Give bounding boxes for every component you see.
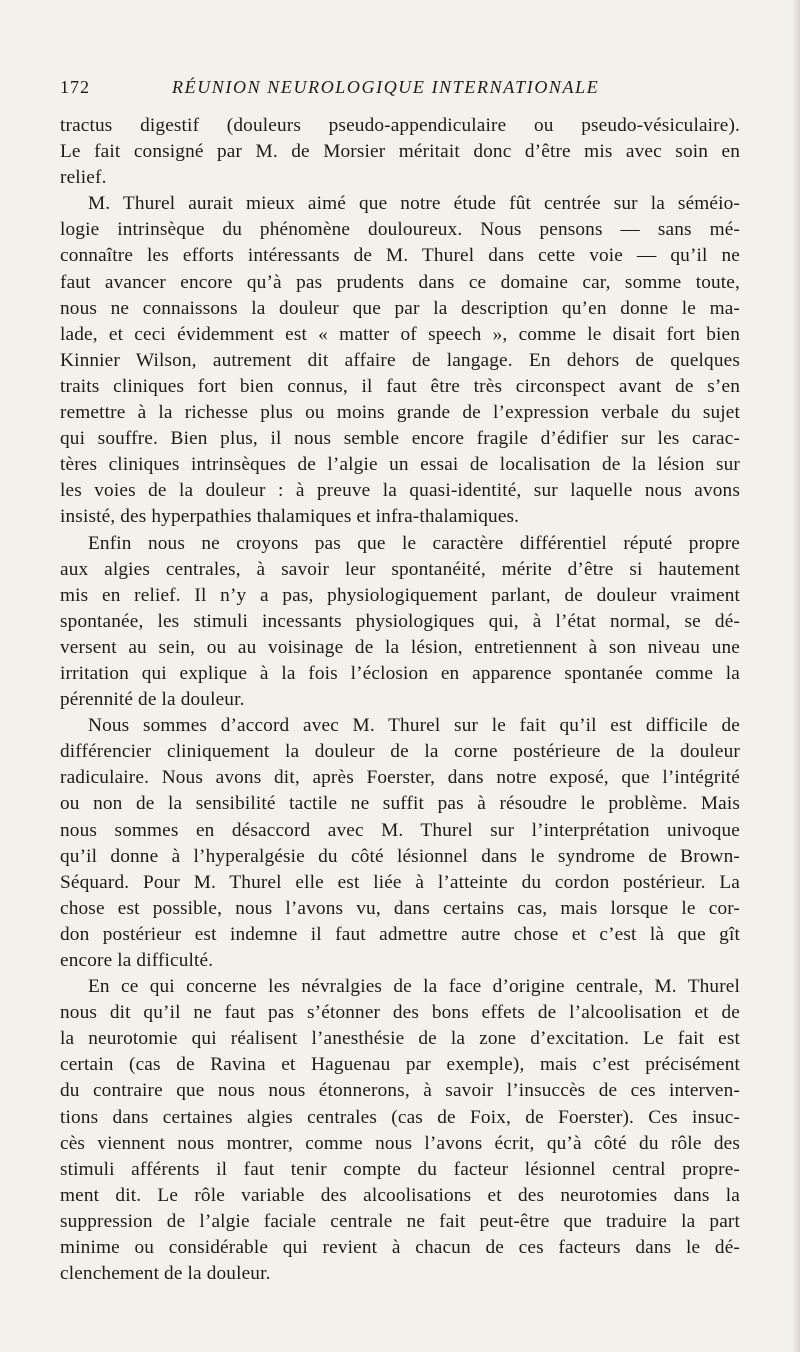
text-line: relief. [60,167,107,189]
text-line: suppression de l’algie faciale centrale ne fait peut-être que traduire la part [60,1210,740,1232]
text-line: chose est possible, nous l’avons vu, dans certains cas, mais lorsque le cor- [60,897,740,919]
text-line: tractus digestif (douleurs pseudo-appendiculaire ou pseudo-vésiculaire). [60,115,740,136]
text-line: du contraire que nous nous étonnerons, à savoir l’insuccès de ces interven- [60,1080,740,1102]
text-line: Enfin nous ne croyons pas que le caractère différentiel réputé propre [88,532,740,554]
text-line: remettre à la richesse plus ou moins grande de l’expression verbale du sujet [60,402,740,424]
text-line: connaître les efforts intéressants de M. Thurel dans cette voie — qu’il ne [60,245,740,267]
text-line: M. Thurel aurait mieux aimé que notre étude fût centrée sur la séméio- [88,193,740,215]
text-line: différencier cliniquement la douleur de la corne postérieure de la douleur [60,741,740,763]
text-line: la neurotomie qui réalisent l’anesthésie de la zone d’excitation. Le fait est [60,1028,740,1050]
text-line: Séquard. Pour M. Thurel elle est liée à l’atteinte du cordon postérieur. La [60,871,740,893]
text-line: traits cliniques fort bien connus, il faut être très circonspect avant de s’en [60,375,740,397]
text-line: insisté, des hyperpathies thalamiques et infra-thalamiques. [60,506,520,528]
text-line: spontanée, les stimuli incessants physiologiques qui, à l’état normal, se dé- [60,610,740,632]
text-line: certain (cas de Ravina et Haguenau par exemple), mais c’est précisément [60,1054,740,1076]
page-edge-shadow [792,0,800,1352]
text-line: radiculaire. Nous avons dit, après Foerster, dans notre exposé, que l’intégrité [60,767,740,789]
text-line: don postérieur est indemne il faut admettre autre chose et c’est là que gît [60,923,740,945]
text-line: logie intrinsèque du phénomène douloureux. Nous pensons — sans mé- [60,219,740,241]
text-line: les voies de la douleur : à preuve la quasi-identité, sur laquelle nous avons [60,480,740,502]
text-line: Le fait consigné par M. de Morsier méritait donc d’être mis avec soin en [60,141,740,163]
text-line: Kinnier Wilson, autrement dit affaire de langage. En dehors de quelques [60,349,740,371]
page-number: 172 [60,77,90,97]
text-line: versent au sein, ou au voisinage de la lésion, entretiennent à son niveau une [60,636,740,658]
text-line: pérennité de la douleur. [60,689,245,711]
running-title: RÉUNION NEUROLOGIQUE INTERNATIONALE [172,77,600,97]
text-line: cès viennent nous montrer, comme nous l’avons écrit, qu’à côté du rôle des [60,1132,740,1154]
text-line: clenchement de la douleur. [60,1263,271,1285]
text-line: nous dit qu’il ne faut pas s’étonner des bons effets de l’alcoolisation et de [60,1002,740,1024]
text-line: En ce qui concerne les névralgies de la face d’origine centrale, M. Thurel [88,976,740,998]
text-line: encore la difficulté. [60,950,214,971]
text-line: faut avancer encore qu’à pas prudents dans ce domaine car, somme toute, [60,271,740,293]
text-line: Nous sommes d’accord avec M. Thurel sur le fait qu’il est difficile de [88,715,740,737]
text-line: stimuli afférents il faut tenir compte du facteur lésionnel central propre- [60,1158,740,1180]
text-line: qui souffre. Bien plus, il nous semble encore fragile d’édifier sur les carac- [60,428,740,450]
text-line: tions dans certaines algies centrales (cas de Foix, de Foerster). Ces insuc- [60,1106,740,1128]
text-line: mis en relief. Il n’y a pas, physiologiquement parlant, de douleur vraiment [60,584,740,606]
text-line: ment dit. Le rôle variable des alcoolisations et des neurotomies dans la [60,1184,740,1206]
text-line: minime ou considérable qui revient à chacun de ces facteurs dans le dé- [60,1237,740,1259]
text-line: aux algies centrales, à savoir leur spontanéité, mérite d’être si hautement [60,558,740,580]
text-line: nous ne connaissons la douleur que par la description qu’en donne le ma- [60,297,740,319]
page-header [60,74,740,100]
text-line: qu’il donne à l’hyperalgésie du côté lésionnel dans le syndrome de Brown- [60,845,740,867]
text-line: ou non de la sensibilité tactile ne suffit pas à résoudre le problème. Mais [60,793,740,815]
text-line: irritation qui explique à la fois l’éclosion en apparence spontanée comme la [60,662,740,684]
body-text [60,113,740,1287]
text-line: nous sommes en désaccord avec M. Thurel sur l’interprétation univoque [60,819,740,841]
text-line: tères cliniques intrinsèques de l’algie un essai de localisation de la lésion sur [60,454,740,476]
text-line: lade, et ceci évidemment est « matter of speech », comme le disait fort bien [60,323,740,345]
